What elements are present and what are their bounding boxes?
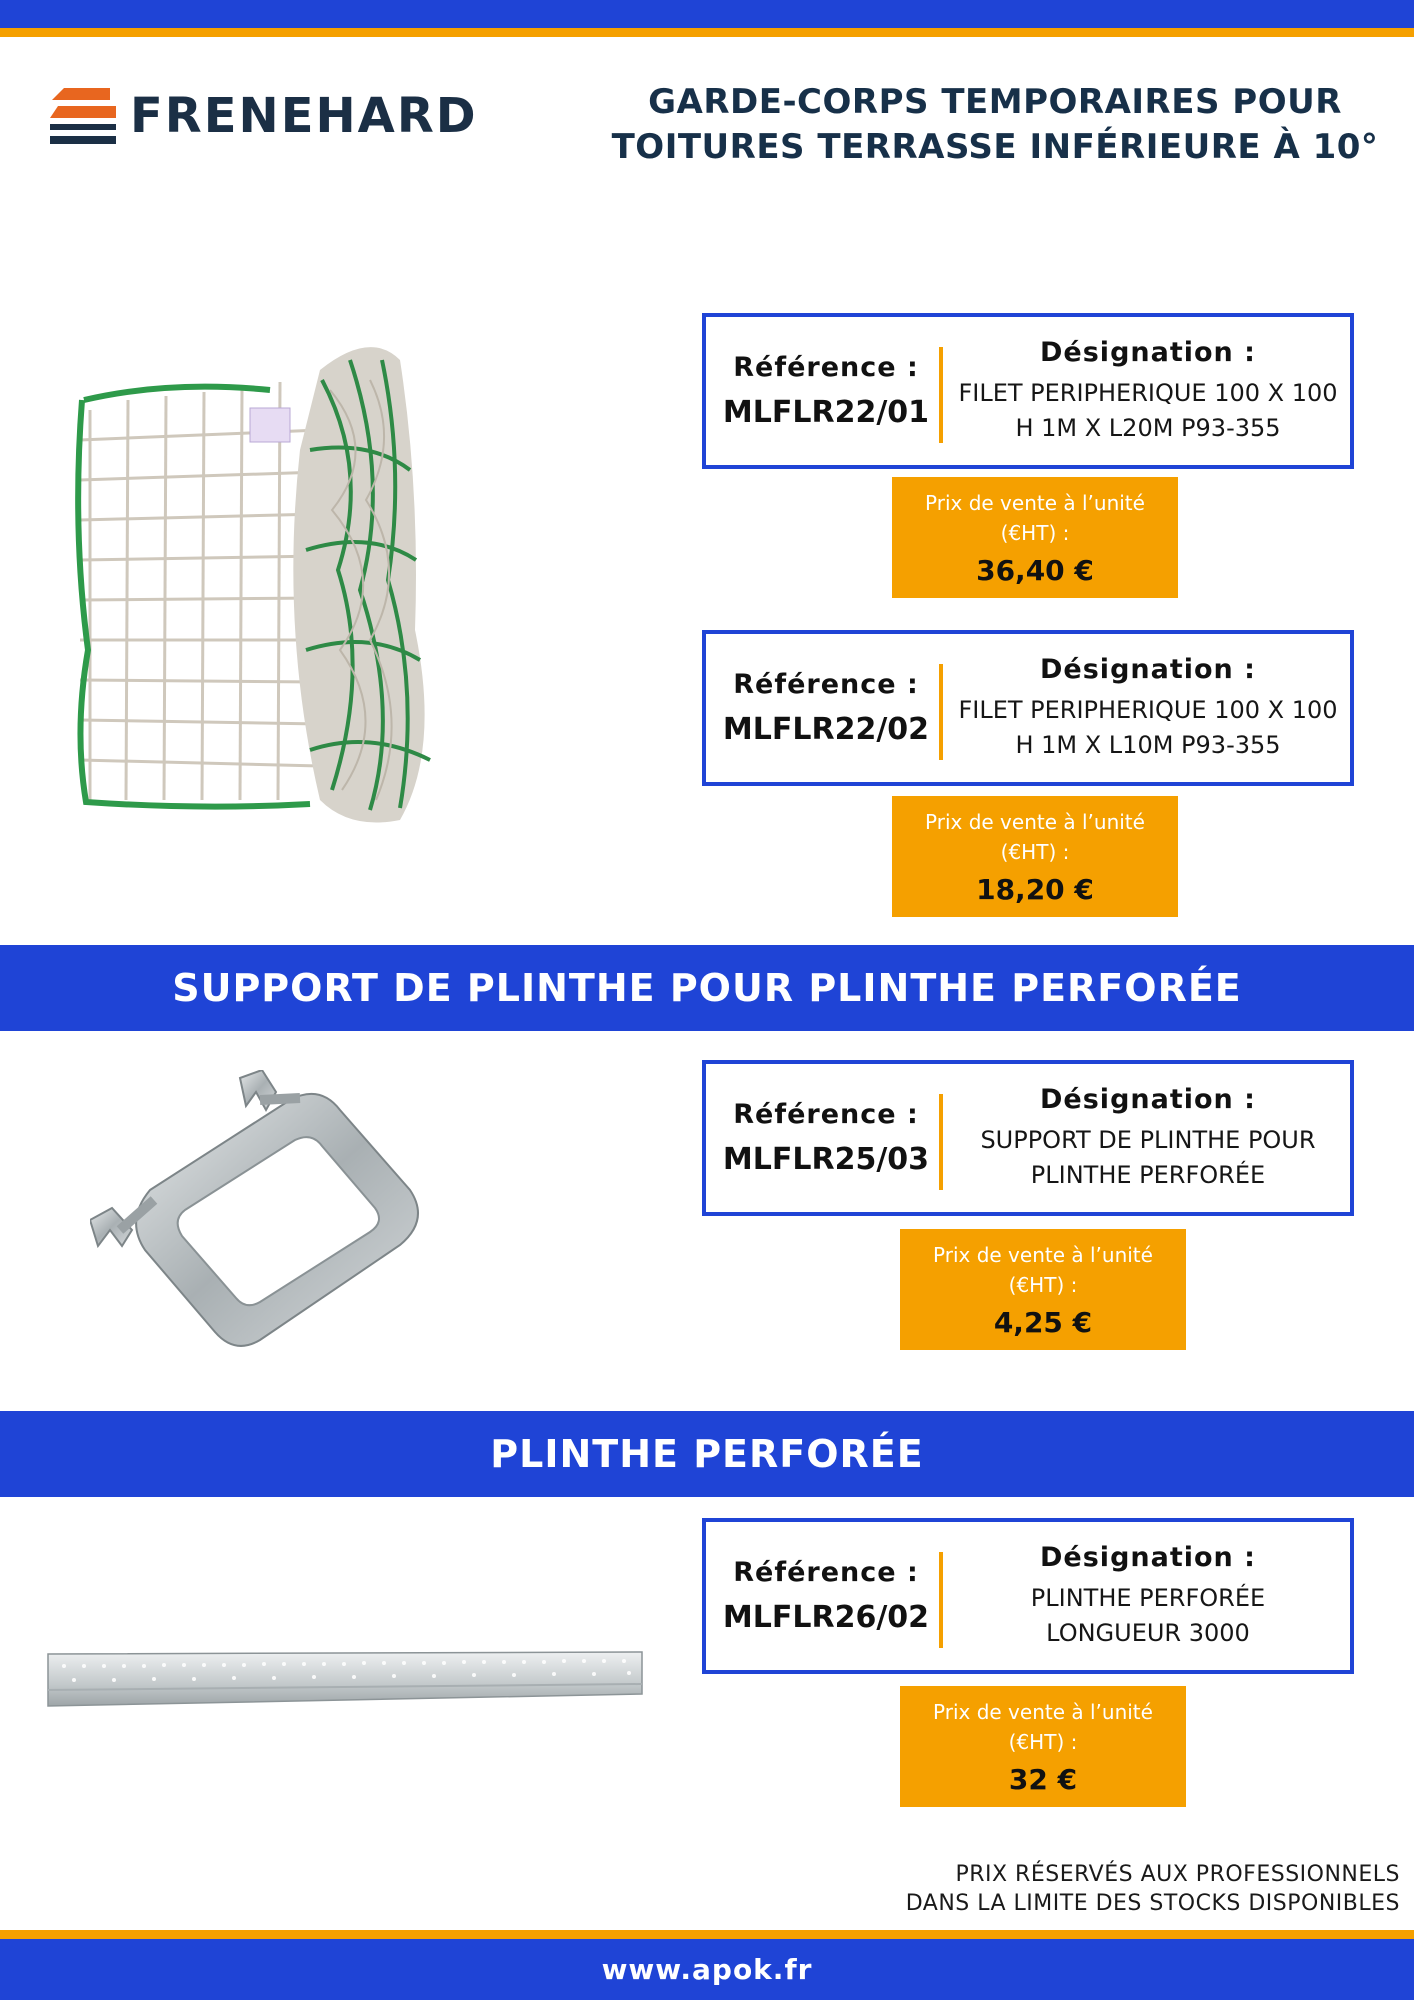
- price-label: Prix de vente à l’unité (€HT) :: [933, 1243, 1153, 1297]
- bottom-orange-stripe: [0, 1930, 1414, 1939]
- section-title-support-plinthe: SUPPORT DE PLINTHE POUR PLINTHE PERFORÉE: [0, 945, 1414, 1031]
- brand-name: FRENEHARD: [130, 88, 478, 144]
- logo-mark-icon: [50, 88, 116, 144]
- designation-line-1: PLINTHE PERFORÉE: [1030, 1583, 1266, 1612]
- designation-label: Désignation :: [1040, 1541, 1256, 1573]
- price-value: 18,20 €: [976, 873, 1094, 906]
- toeboard-bracket-icon: [90, 1070, 430, 1350]
- card-divider: [939, 1552, 943, 1648]
- professional-notice: [906, 1860, 1400, 1918]
- designation-label: Désignation :: [1040, 1083, 1256, 1115]
- top-blue-band: [0, 0, 1414, 28]
- notice-line-1: PRIX RÉSERVÉS AUX PROFESSIONNELS: [955, 1862, 1400, 1887]
- price-box-MLFLR26-02: [900, 1686, 1186, 1807]
- designation-label: Désignation :: [1040, 653, 1256, 685]
- reference-label: Référence :: [733, 1099, 919, 1130]
- reference-column: [706, 1064, 946, 1212]
- card-divider: [939, 664, 943, 760]
- price-value: 32 €: [1008, 1763, 1078, 1796]
- reference-label: Référence :: [733, 352, 919, 383]
- reference-value: MLFLR22/01: [722, 395, 930, 430]
- reference-label: Référence :: [733, 669, 919, 700]
- reference-value: MLFLR25/03: [722, 1142, 930, 1177]
- price-label: Prix de vente à l’unité (€HT) :: [933, 1700, 1153, 1754]
- price-box-MLFLR22-02: [892, 796, 1178, 917]
- designation-line-2: H 1M X L10M P93-355: [1015, 730, 1281, 759]
- designation-column: [946, 1522, 1350, 1670]
- designation-line-2: PLINTHE PERFORÉE: [1030, 1160, 1266, 1189]
- document-title-line-2: TOITURES TERRASSE INFÉRIEURE À 10°: [611, 127, 1379, 167]
- website-link[interactable]: www.apok.fr: [601, 1953, 813, 1986]
- card-divider: [939, 347, 943, 443]
- reference-value: MLFLR26/02: [722, 1600, 930, 1635]
- footer-band: [0, 1939, 1414, 2000]
- document-title-line-1: GARDE-CORPS TEMPORAIRES POUR: [648, 82, 1342, 122]
- card-divider: [939, 1094, 943, 1190]
- designation-line-1: FILET PERIPHERIQUE 100 X 100: [958, 695, 1338, 724]
- designation-line-1: FILET PERIPHERIQUE 100 X 100: [958, 378, 1338, 407]
- safety-net-roll-icon: [70, 330, 480, 830]
- reference-value: MLFLR22/02: [722, 712, 930, 747]
- price-box-MLFLR25-03: [900, 1229, 1186, 1350]
- designation-label: Désignation :: [1040, 336, 1256, 368]
- reference-column: [706, 317, 946, 465]
- product-card-MLFLR22-02: [702, 630, 1354, 786]
- product-card-MLFLR25-03: [702, 1060, 1354, 1216]
- price-label: Prix de vente à l’unité (€HT) :: [925, 810, 1145, 864]
- designation-line-2: LONGUEUR 3000: [1046, 1618, 1250, 1647]
- top-orange-stripe: [0, 28, 1414, 37]
- reference-label: Référence :: [733, 1557, 919, 1588]
- designation-line-1: SUPPORT DE PLINTHE POUR: [980, 1125, 1316, 1154]
- reference-column: [706, 1522, 946, 1670]
- perforated-toeboard-icon: [44, 1650, 646, 1710]
- price-value: 36,40 €: [976, 554, 1094, 587]
- price-value: 4,25 €: [993, 1306, 1093, 1339]
- notice-line-2: DANS LA LIMITE DES STOCKS DISPONIBLES: [905, 1891, 1400, 1916]
- price-box-MLFLR22-01: [892, 477, 1178, 598]
- reference-column: [706, 634, 946, 782]
- designation-column: [946, 317, 1350, 465]
- designation-column: [946, 1064, 1350, 1212]
- brand-logo: [50, 86, 478, 146]
- designation-line-2: H 1M X L20M P93-355: [1015, 413, 1281, 442]
- designation-column: [946, 634, 1350, 782]
- price-label: Prix de vente à l’unité (€HT) :: [925, 491, 1145, 545]
- product-card-MLFLR22-01: [702, 313, 1354, 469]
- document-title: [600, 80, 1390, 170]
- product-card-MLFLR26-02: [702, 1518, 1354, 1674]
- section-title-plinthe-perforee: PLINTHE PERFORÉE: [0, 1411, 1414, 1497]
